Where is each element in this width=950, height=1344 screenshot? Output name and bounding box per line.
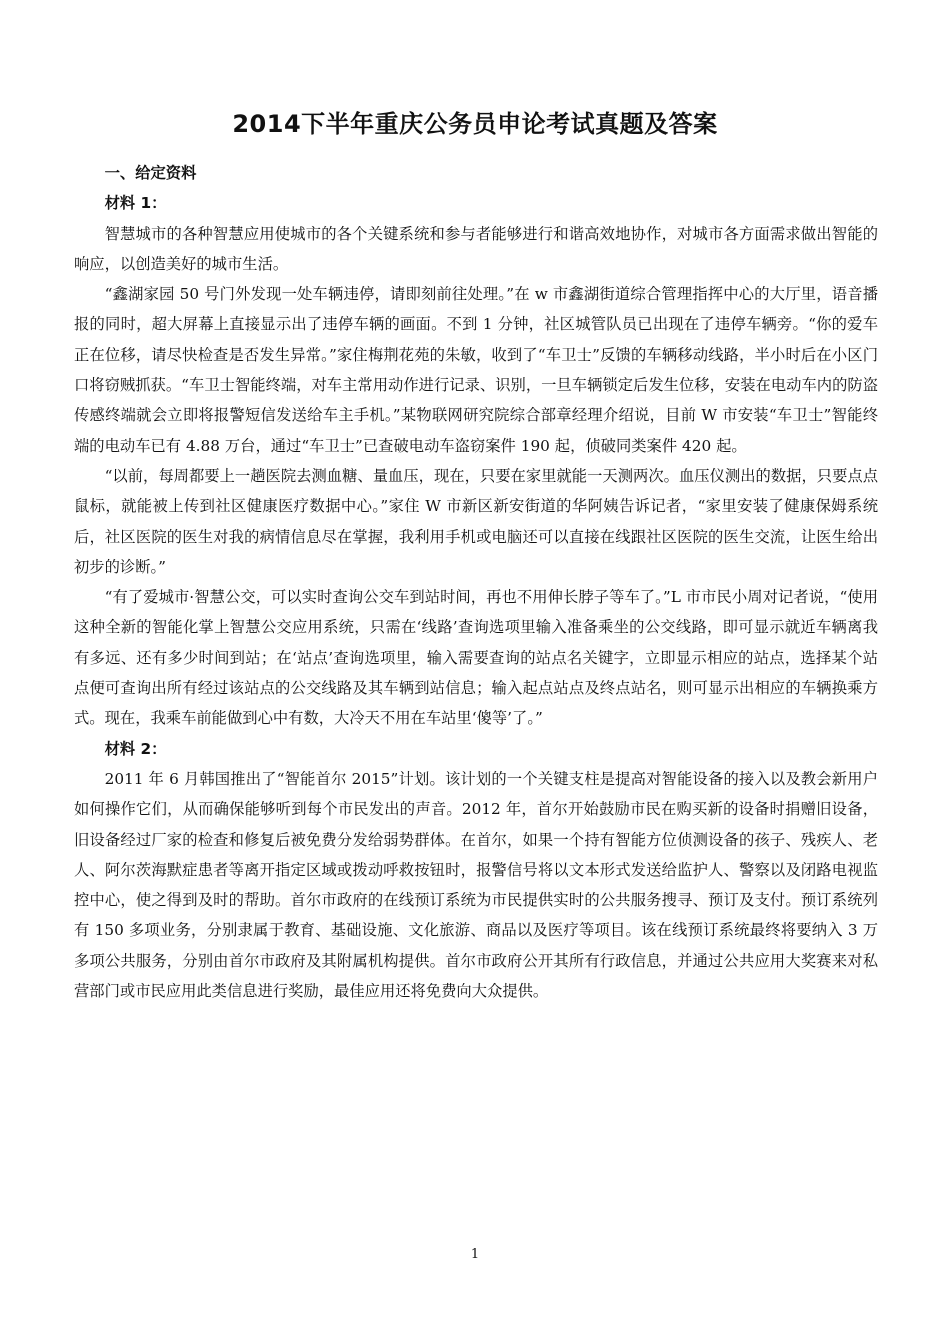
document-title: 2014下半年重庆公务员申论考试真题及答案: [232, 110, 718, 138]
material-1-heading: 材料 1：: [104, 194, 167, 213]
material-1-paragraph-3: “以前，每周都要上一趟医院去测血糖、量血压，现在，只要在家里就能一天测两次。血压仪测出的数据，只要点点鼠标，就能被上传到社区健康医疗数据中心。”家住 W 市新区新安街道的华阿姨告诉记者，“家里安装了健康保姆系统后，社区医院的医生对我的病情信息尽在掌握，我利用手机或电脑还可以直接在线跟社区医院的医生交流，让医生给出初步的诊断。”: [74, 466, 878, 576]
section-heading: 一、给定资料: [104, 164, 197, 182]
material-2-paragraph-1: 2011 年 6 月韩国推出了“智能首尔 2015”计划。该计划的一个关键支柱是提高对智能设备的接入以及教会新用户如何操作它们，从而确保能够听到每个市民发出的声音。2012 年，首尔开始鼓励市民在购买新的设备时捐赠旧设备，旧设备经过厂家的检查和修复后被免费分发给弱势群体。在首尔，如果一个持有智能方位侦测设备的孩子、残疾人、老人、阿尔茨海默症患者等离开指定区域或拨动呼救按钮时，报警信号将以文本形式发送给监护人、警察以及闭路电视监控中心，使之得到及时的帮助。首尔市政府的在线预订系统为市民提供实时的公共服务搜寻、预订及支付。预订系统列有 150 多项业务，分别隶属于教育、基础设施、文化旅游、商品以及医疗等项目。该在线预订系统最终将要纳入 3 万多项公共服务，分别由首尔市政府及其附属机构提供。首尔市政府公开其所有行政信息，并通过公共应用大奖赛来对私营部门或市民应用此类信息进行奖励，最佳应用还将免费向大众提供。: [74, 769, 878, 1001]
material-1-paragraph-2: “鑫湖家园 50 号门外发现一处车辆违停，请即刻前往处理。”在 w 市鑫湖街道综合管理指挥中心的大厅里，语音播报的同时，超大屏幕上直接显示出了违停车辆的画面。不到 1 分钟，社区城管队员已出现在了违停车辆旁。“你的爱车正在位移，请尽快检查是否发生异常。”家住梅荆花苑的朱敏，收到了“车卫士”反馈的车辆移动线路，半小时后在小区门口将窃贼抓获。“车卫士智能终端，对车主常用动作进行记录、识别，一旦车辆锁定后发生位移，安装在电动车内的防盗传感终端就会立即将报警短信发送给车主手机。”某物联网研究院综合部章经理介绍说，目前 W 市安装“车卫士”智能终端的电动车已有 4.88 万台，通过“车卫士”已查破电动车盗窃案件 190 起，侦破同类案件 420 起。: [74, 285, 878, 455]
material-1-paragraph-1: 智慧城市的各种智慧应用使城市的各个关键系统和参与者能够进行和谐高效地协作，对城市各方面需求做出智能的响应，以创造美好的城市生活。: [74, 224, 878, 273]
material-1-paragraph-4: “有了爱城市·智慧公交，可以实时查询公交车到站时间，再也不用伸长脖子等车了。”L 市市民小周对记者说，“使用这种全新的智能化掌上智慧公交应用系统，只需在‘线路’查询选项里输入准备乘坐的公交线路，即可显示就近车辆离我有多远、还有多少时间到站；在‘站点’查询选项里，输入需要查询的站点名关键字，立即显示相应的站点，选择某个站点便可查询出所有经过该站点的公交线路及其车辆到站信息；输入起点站点及终点站名，则可显示出相应的车辆换乘方式。现在，我乘车前能做到心中有数，大冷天不用在车站里‘傻等’了。”: [74, 588, 878, 728]
material-2-heading: 材料 2：: [104, 739, 167, 758]
page-number: 1: [470, 1247, 480, 1262]
document-body: [74, 158, 878, 1006]
